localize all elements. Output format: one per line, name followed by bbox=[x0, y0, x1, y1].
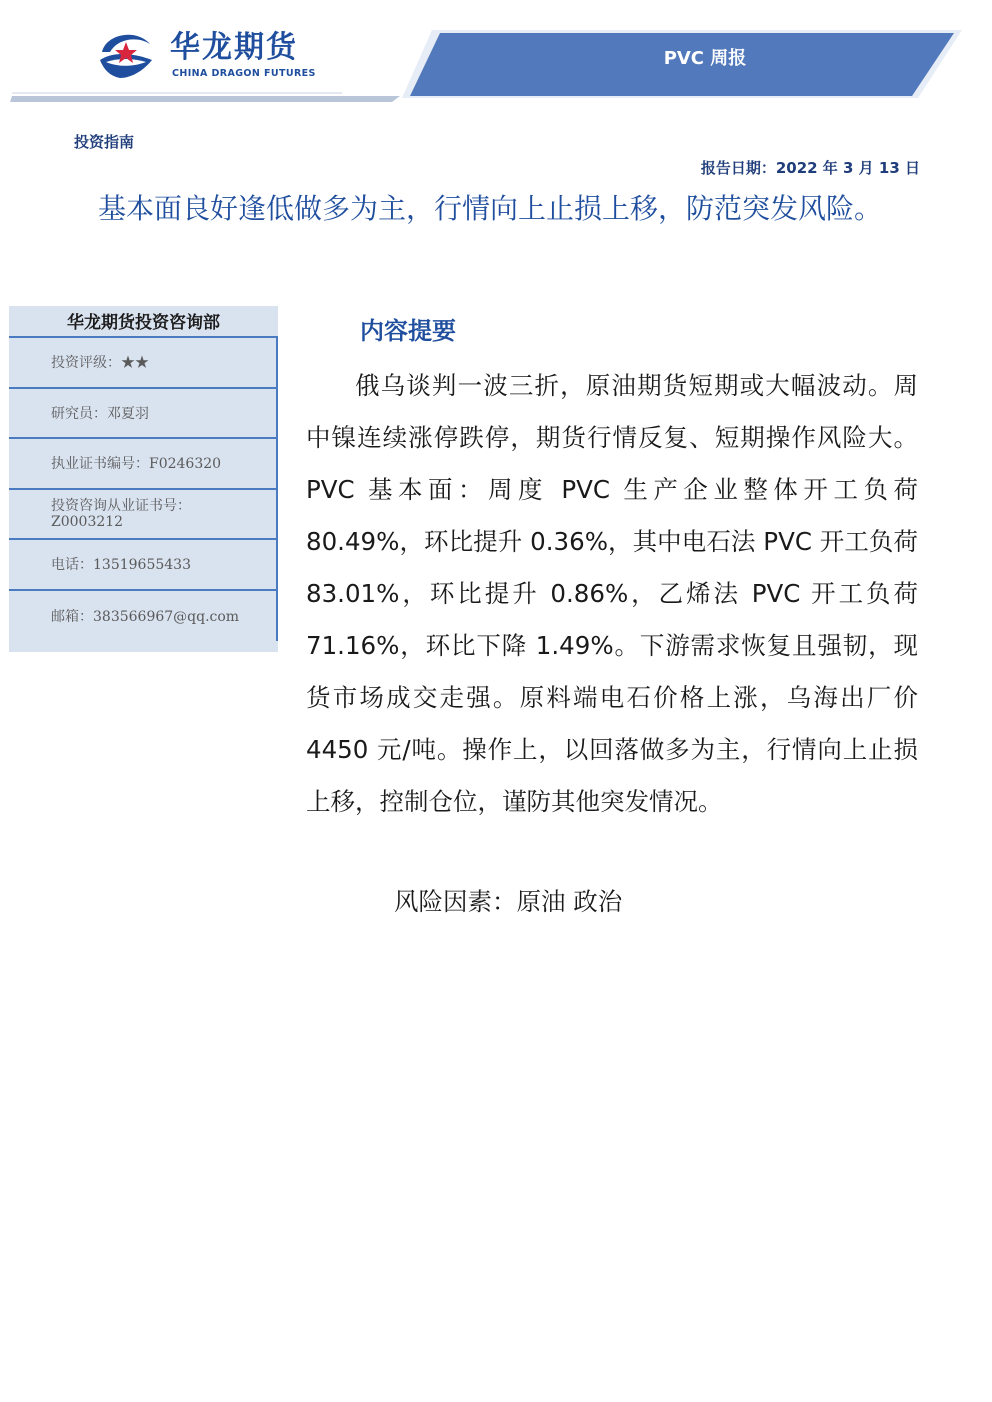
company-name-en: CHINA DRAGON FUTURES bbox=[172, 68, 316, 79]
researcher-row bbox=[9, 389, 278, 440]
dragon-wave-logo-icon bbox=[96, 26, 156, 82]
email-row bbox=[9, 591, 278, 642]
report-date: 报告日期：2022 年 3 月 13 日 bbox=[700, 159, 920, 177]
risk-factors: 风险因素：原油 政治 bbox=[394, 887, 623, 916]
summary-title: 内容提要 bbox=[360, 317, 456, 345]
rating-row bbox=[9, 338, 278, 389]
license-row bbox=[9, 439, 278, 490]
summary-body: 俄乌谈判一波三折，原油期货短期或大幅波动。周中镍连续涨停跌停，期货行情反复、短期操作风险大。PVC 基本面：周度 PVC 生产企业整体开工负荷 80.49%，环比提升 0.36%，其中电石法 PVC 开工负荷 83.01%，环比提升 0.86%，乙烯法 PVC 开工负荷 71.16%，环比下降 1.49%。下游需求恢复且强韧，现货市场成交走强。原料端电石价格上涨，乌海出厂价 4450 元/吨。操作上，以回落做多为主，行情向上止损上移，控制仓位，谨防其他突发情况。 bbox=[306, 371, 918, 816]
panel-title: 华龙期货投资咨询部 bbox=[9, 306, 278, 338]
advisor-license-label: 投资咨询从业证书号： bbox=[51, 497, 191, 514]
company-name-cn: 华龙期货 bbox=[170, 30, 298, 65]
phone-row bbox=[9, 540, 278, 591]
license-text: 执业证书编号：F0246320 bbox=[51, 456, 222, 473]
advisor-license-value: Z0003212 bbox=[51, 513, 124, 530]
researcher-text: 研究员：邓夏羽 bbox=[51, 405, 149, 422]
email-text: 邮箱：383566967@qq.com bbox=[51, 608, 240, 625]
phone-text: 电话：13519655433 bbox=[51, 557, 191, 574]
section-tag: 投资指南 bbox=[74, 133, 135, 151]
report-title: PVC 周报 bbox=[663, 48, 747, 69]
advisor-license-row bbox=[9, 490, 278, 541]
analyst-info-panel bbox=[9, 306, 278, 652]
report-header bbox=[0, 0, 992, 110]
rating-text: 投资评级：★★ bbox=[51, 355, 149, 372]
headline: 基本面良好逢低做多为主，行情向上止损上移，防范突发风险。 bbox=[98, 192, 883, 225]
